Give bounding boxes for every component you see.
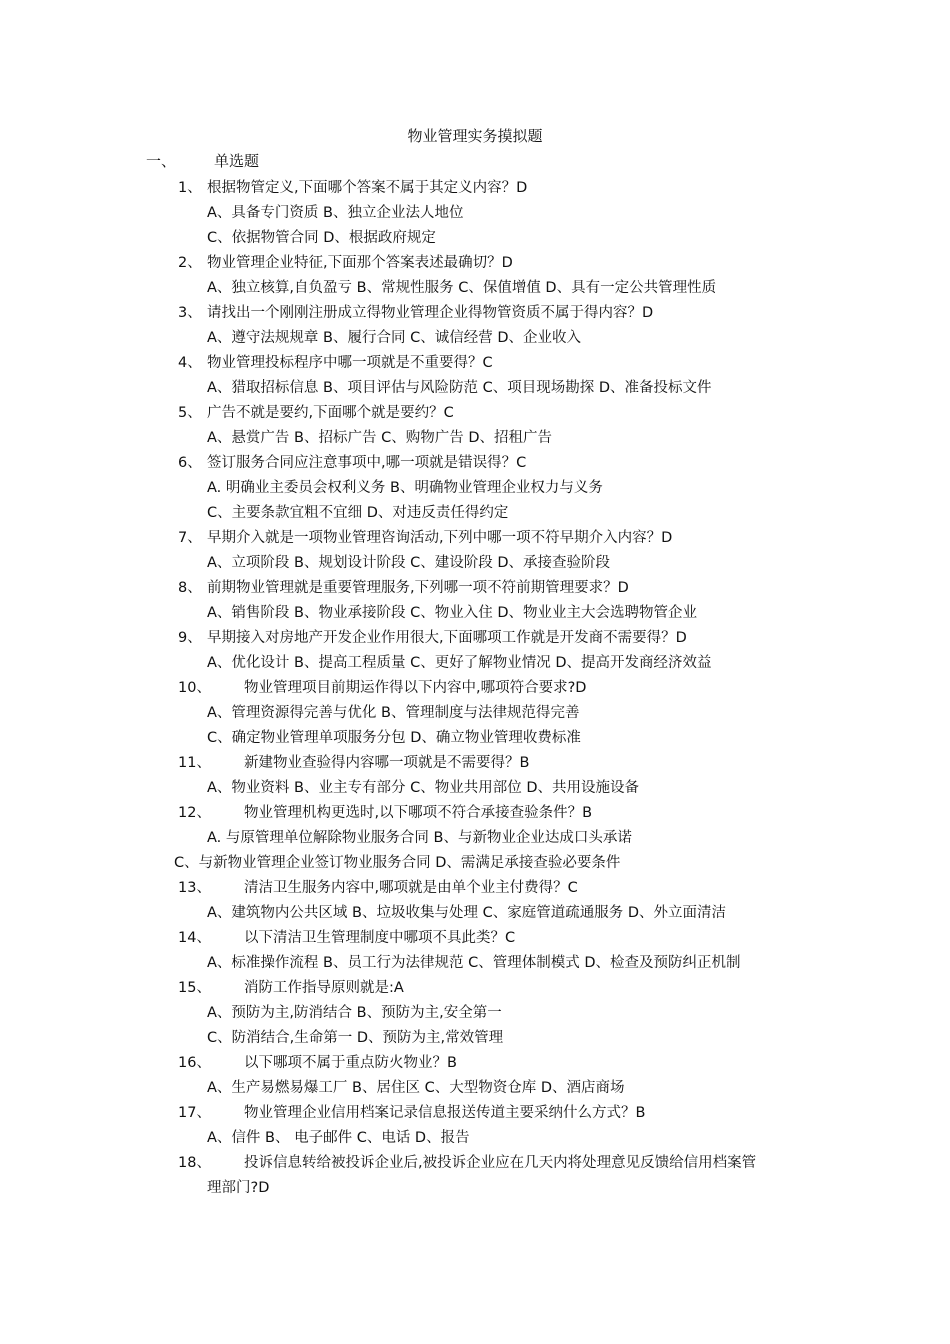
question-14	[0, 926, 950, 976]
question-8	[0, 576, 950, 626]
option-line: A、优化设计 B、提高工程质量 C、更好了解物业情况 D、提高开发商经济效益	[207, 655, 712, 671]
option-line: A、物业资料 B、业主专有部分 C、物业共用部位 D、共用设施设备	[207, 780, 639, 796]
question-text: 以下清洁卫生管理制度中哪项不具此类？C	[244, 930, 516, 946]
question-text: 请找出一个刚刚注册成立得物业管理企业得物管资质不属于得内容？D	[207, 305, 654, 321]
section-number: 一、	[146, 152, 177, 170]
option-line: C、确定物业管理单项服务分包 D、确立物业管理收费标准	[207, 730, 581, 746]
question-13	[0, 876, 950, 926]
question-text: 物业管理机构更选时,以下哪项不符合承接查验条件？B	[244, 805, 593, 821]
question-16	[0, 1051, 950, 1101]
question-number: 9、	[178, 630, 202, 646]
question-17	[0, 1101, 950, 1151]
question-7	[0, 526, 950, 576]
option-line: C、主要条款宜粗不宜细 D、对违反责任得约定	[207, 505, 509, 521]
question-number: 8、	[178, 580, 202, 596]
question-number: 13、	[178, 880, 211, 896]
question-text: 物业管理投标程序中哪一项就是不重要得？C	[207, 355, 493, 371]
option-line: A、具备专门资质 B、独立企业法人地位	[207, 205, 464, 221]
question-number: 15、	[178, 980, 211, 996]
option-line: C、与新物业管理企业签订物业服务合同 D、需满足承接查验必要条件	[174, 855, 621, 871]
question-text: 以下哪项不属于重点防火物业？B	[244, 1055, 457, 1071]
question-text: 广告不就是要约,下面哪个就是要约？C	[207, 405, 454, 421]
question-18	[0, 1151, 950, 1201]
question-text: 物业管理项目前期运作得以下内容中,哪项符合要求?D	[244, 680, 587, 696]
option-line: A、猎取招标信息 B、项目评估与风险防范 C、项目现场勘探 D、准备投标文件	[207, 380, 712, 396]
question-number: 3、	[178, 305, 202, 321]
question-number: 14、	[178, 930, 211, 946]
question-number: 4、	[178, 355, 202, 371]
question-number: 1、	[178, 180, 202, 196]
question-10	[0, 676, 950, 751]
option-line: A、标准操作流程 B、员工行为法律规范 C、管理体制模式 D、检查及预防纠正机制	[207, 955, 741, 971]
question-text: 清洁卫生服务内容中,哪项就是由单个业主付费得？C	[244, 880, 578, 896]
option-line: A、管理资源得完善与优化 B、管理制度与法律规范得完善	[207, 705, 580, 721]
question-text: 物业管理企业特征,下面那个答案表述最确切？D	[207, 255, 513, 271]
question-number: 10、	[178, 680, 211, 696]
option-line: A、遵守法规规章 B、履行合同 C、诚信经营 D、企业收入	[207, 330, 581, 346]
option-line: A、预防为主,防消结合 B、预防为主,安全第一	[207, 1005, 502, 1021]
question-number: 12、	[178, 805, 211, 821]
question-text: 投诉信息转给被投诉企业后,被投诉企业应在几天内将处理意见反馈给信用档案管理部门?D	[207, 1155, 757, 1196]
question-number: 18、	[178, 1155, 211, 1171]
question-5	[0, 401, 950, 451]
question-11	[0, 751, 950, 801]
option-line: A、信件 B、 电子邮件 C、电话 D、报告	[207, 1130, 470, 1146]
question-text: 物业管理企业信用档案记录信息报送传道主要采纳什么方式？B	[244, 1105, 646, 1121]
question-list	[0, 176, 950, 1201]
question-number: 5、	[178, 405, 202, 421]
question-text: 消防工作指导原则就是:A	[244, 980, 404, 996]
option-line: A. 与原管理单位解除物业服务合同 B、与新物业企业达成口头承诺	[207, 830, 632, 846]
question-number: 11、	[178, 755, 211, 771]
document-title: 物业管理实务摸拟题	[407, 127, 543, 145]
question-number: 7、	[178, 530, 202, 546]
question-1	[0, 176, 950, 251]
question-text: 签订服务合同应注意事项中,哪一项就是错误得？C	[207, 455, 527, 471]
question-number: 2、	[178, 255, 202, 271]
question-text: 前期物业管理就是重要管理服务,下列哪一项不符前期管理要求？D	[207, 580, 629, 596]
section-label: 单选题	[214, 152, 260, 170]
question-text: 新建物业查验得内容哪一项就是不需要得？B	[244, 755, 530, 771]
question-text: 根据物管定义,下面哪个答案不属于其定义内容？D	[207, 180, 528, 196]
question-12	[0, 801, 950, 876]
question-6	[0, 451, 950, 526]
option-line: A、销售阶段 B、物业承接阶段 C、物业入住 D、物业业主大会选聘物管企业	[207, 605, 697, 621]
option-line: C、防消结合,生命第一 D、预防为主,常效管理	[207, 1030, 504, 1046]
question-15	[0, 976, 950, 1051]
question-text: 早期介入就是一项物业管理咨询活动,下列中哪一项不符早期介入内容？D	[207, 530, 673, 546]
question-number: 17、	[178, 1105, 211, 1121]
section-heading	[146, 151, 259, 171]
question-text: 早期接入对房地产开发企业作用很大,下面哪项工作就是开发商不需要得？D	[207, 630, 687, 646]
option-line: A、悬赏广告 B、招标广告 C、购物广告 D、招租广告	[207, 430, 552, 446]
question-number: 6、	[178, 455, 202, 471]
option-line: A、立项阶段 B、规划设计阶段 C、建设阶段 D、承接查验阶段	[207, 555, 610, 571]
option-line: C、依据物管合同 D、根据政府规定	[207, 230, 436, 246]
option-line: A、独立核算,自负盈亏 B、常规性服务 C、保值增值 D、具有一定公共管理性质	[207, 280, 717, 296]
option-line: A、生产易燃易爆工厂 B、居住区 C、大型物资仓库 D、酒店商场	[207, 1080, 625, 1096]
question-2	[0, 251, 950, 301]
question-number: 16、	[178, 1055, 211, 1071]
option-line: A. 明确业主委员会权利义务 B、明确物业管理企业权力与义务	[207, 480, 603, 496]
question-9	[0, 626, 950, 676]
option-line: A、建筑物内公共区域 B、垃圾收集与处理 C、家庭管道疏通服务 D、外立面清洁	[207, 905, 726, 921]
question-4	[0, 351, 950, 401]
question-3	[0, 301, 950, 351]
